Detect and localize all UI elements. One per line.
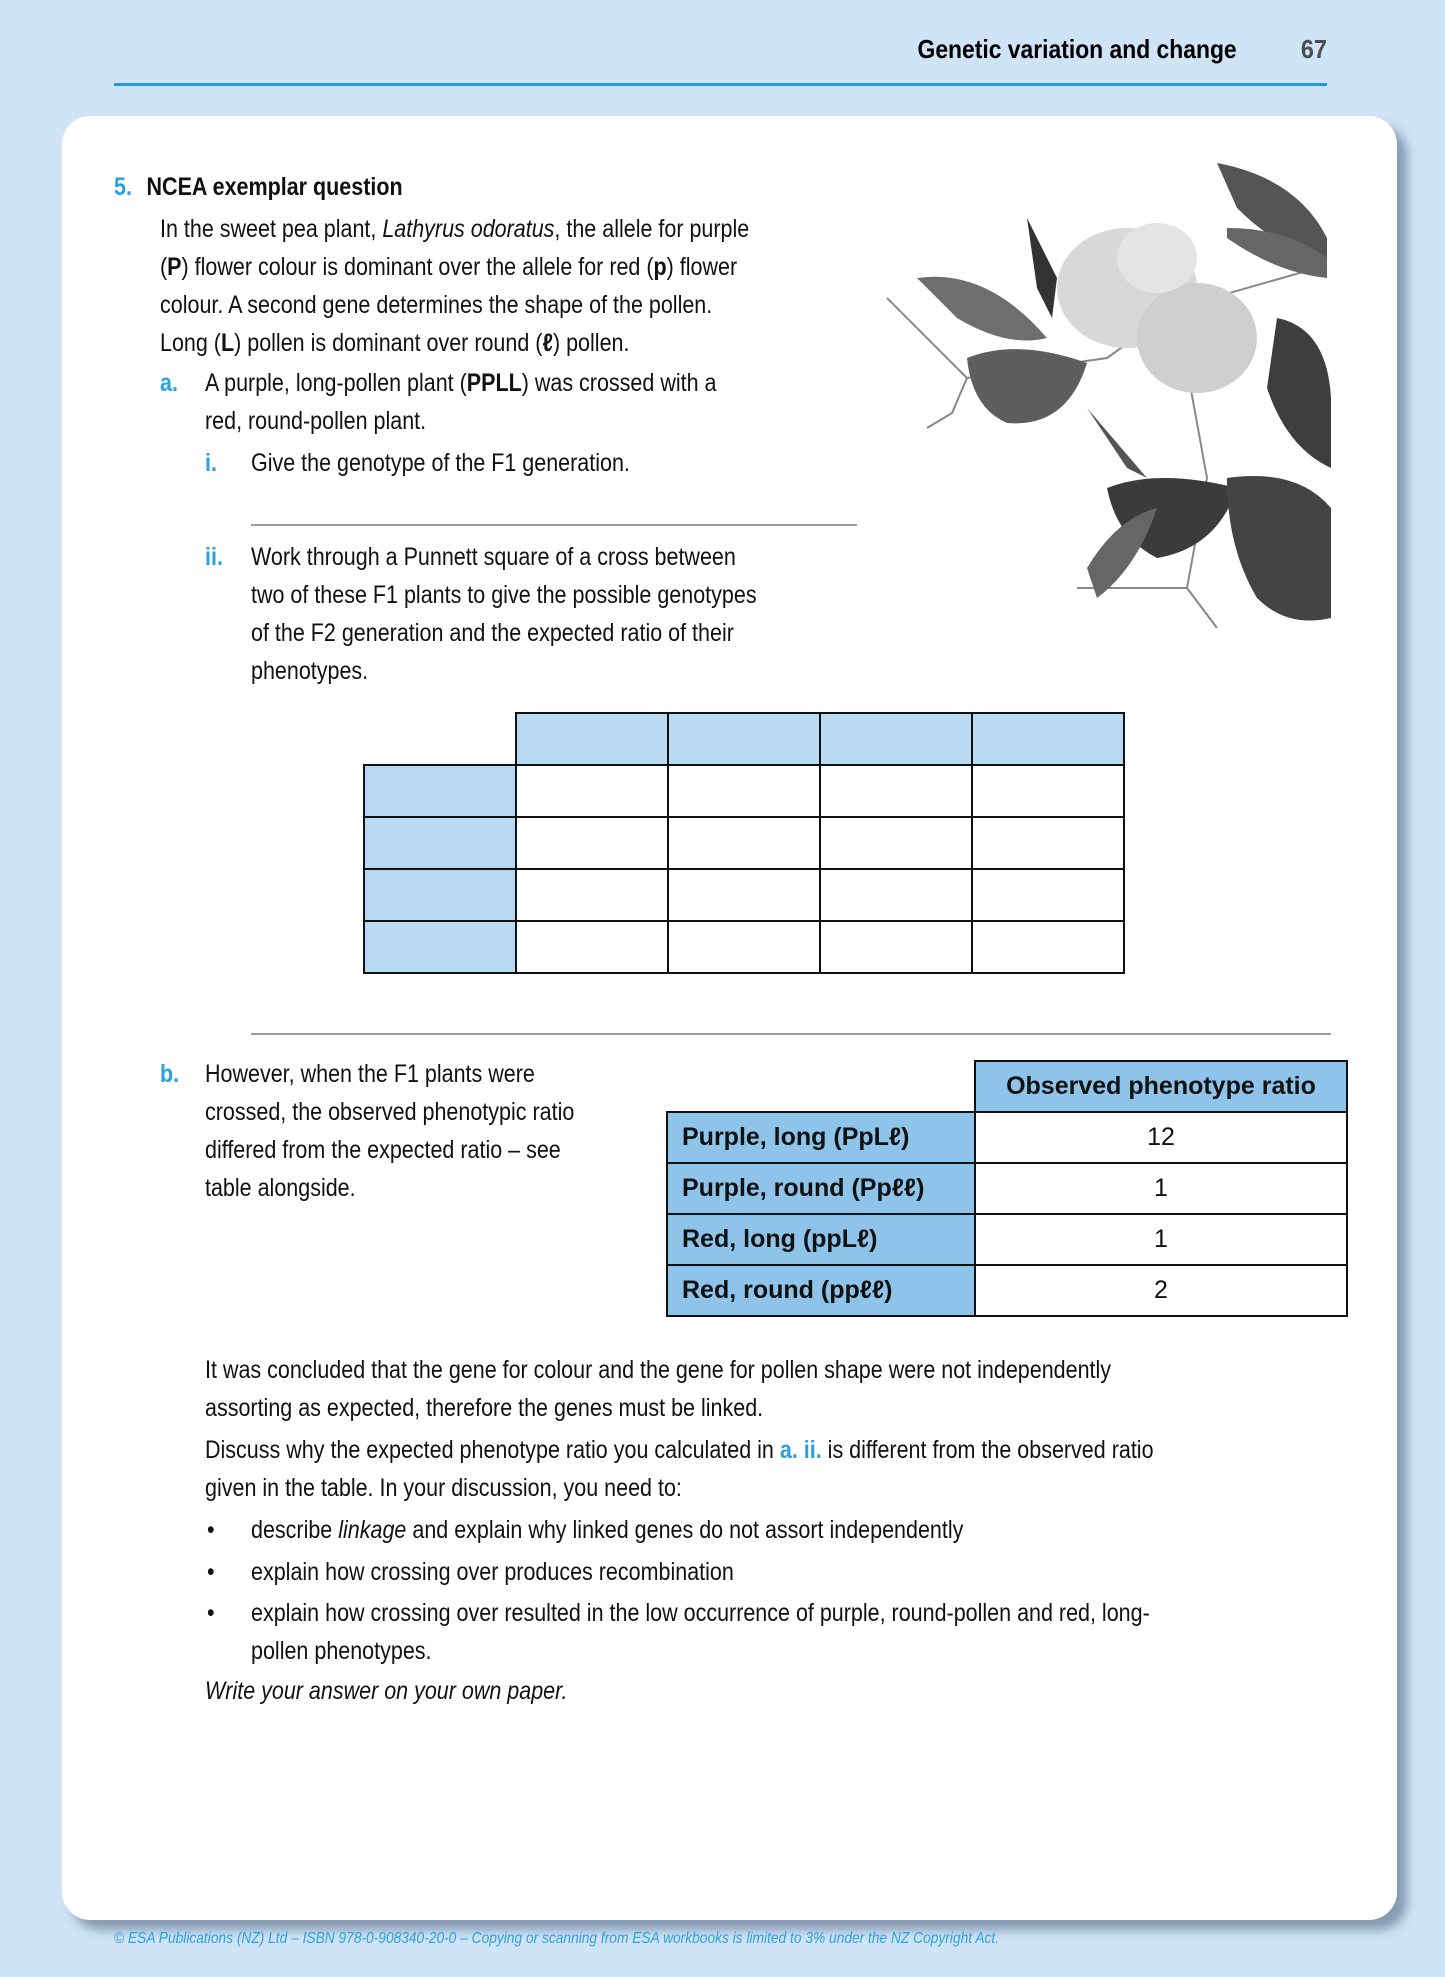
text: A purple, long-pollen plant (	[205, 369, 467, 397]
sub-ii-line: Work through a Punnett square of a cross between	[251, 543, 736, 571]
part-b-line: However, when the F1 plants were	[205, 1060, 535, 1088]
header-rule	[114, 83, 1327, 86]
text: ) pollen.	[552, 329, 630, 357]
text: In the sweet pea plant,	[160, 215, 383, 243]
column-header: Observed phenotype ratio	[975, 1061, 1347, 1112]
sub-i-text: Give the genotype of the F1 generation.	[251, 449, 630, 477]
intro-line-3: colour. A second gene determines the shape of the pollen.	[160, 291, 713, 319]
bullet-icon: •	[207, 1599, 215, 1627]
observed-ratio-table	[666, 1060, 1348, 1317]
instruction: Write your answer on your own paper.	[205, 1677, 568, 1705]
sub-i-label: i.	[205, 449, 217, 477]
punnett-cell[interactable]	[516, 869, 668, 921]
punnett-cell[interactable]	[668, 921, 820, 973]
punnett-cell[interactable]	[516, 817, 668, 869]
term: linkage	[338, 1516, 407, 1544]
table-row	[667, 1265, 1347, 1316]
table-header-row	[667, 1061, 1347, 1112]
punnett-gamete-header[interactable]	[668, 713, 820, 765]
punnett-gamete-row-header[interactable]	[364, 765, 516, 817]
allele: L	[220, 329, 235, 357]
cross-reference: a. ii.	[779, 1436, 822, 1464]
punnett-gamete-row-header[interactable]	[364, 921, 516, 973]
punnett-row	[364, 869, 1124, 921]
punnett-cell[interactable]	[820, 765, 972, 817]
ratio-value: 2	[975, 1265, 1347, 1316]
punnett-corner	[364, 713, 516, 765]
phenotype-label: Purple, round (Ppℓℓ)	[667, 1163, 975, 1214]
phenotype-label: Purple, long (PpLℓ)	[667, 1112, 975, 1163]
sweet-pea-photo	[857, 148, 1331, 683]
text: ) pollen is dominant over round (	[234, 329, 543, 357]
allele: ℓ	[542, 329, 553, 357]
part-a-line-2: red, round-pollen plant.	[205, 407, 427, 435]
punnett-cell[interactable]	[820, 869, 972, 921]
text: and explain why linked genes do not assort independently	[406, 1516, 964, 1544]
table-row	[667, 1214, 1347, 1265]
ratio-value: 1	[975, 1214, 1347, 1265]
part-b-label: b.	[160, 1060, 180, 1088]
text: ) was crossed with a	[521, 369, 717, 397]
ratio-value: 1	[975, 1163, 1347, 1214]
discuss-line-1	[205, 1431, 1154, 1469]
bullet-icon: •	[207, 1558, 215, 1586]
text: , the allele for purple	[554, 215, 750, 243]
text: is different from the observed ratio	[821, 1436, 1154, 1464]
punnett-cell[interactable]	[972, 921, 1124, 973]
sub-ii-line: two of these F1 plants to give the possible genotypes	[251, 581, 757, 609]
ratio-value: 12	[975, 1112, 1347, 1163]
text: Long (	[160, 329, 221, 357]
sub-ii-label: ii.	[205, 543, 223, 571]
punnett-cell[interactable]	[516, 765, 668, 817]
intro-line-1	[160, 210, 749, 248]
punnett-cell[interactable]	[820, 921, 972, 973]
phenotype-label: Red, long (ppLℓ)	[667, 1214, 975, 1265]
punnett-gamete-header[interactable]	[516, 713, 668, 765]
copyright-footer: © ESA Publications (NZ) Ltd – ISBN 978-0-908340-20-0 – Copying or scanning from ESA workbooks is limited to 3% under the NZ Copyright Act.	[114, 1930, 1000, 1947]
punnett-row	[364, 921, 1124, 973]
punnett-header-row	[364, 713, 1124, 765]
allele: P	[167, 253, 182, 281]
table-row	[667, 1112, 1347, 1163]
punnett-gamete-row-header[interactable]	[364, 869, 516, 921]
chapter-title: Genetic variation and change	[917, 34, 1237, 64]
text: ) flower colour is dominant over the allele for red (	[181, 253, 654, 281]
punnett-row	[364, 765, 1124, 817]
part-a-line-1	[205, 364, 716, 402]
text: describe	[251, 1516, 339, 1544]
page-number: 67	[1300, 34, 1327, 64]
bullet-item	[251, 1511, 963, 1549]
punnett-cell[interactable]	[972, 765, 1124, 817]
punnett-cell[interactable]	[972, 817, 1124, 869]
question-number: 5.	[114, 173, 132, 201]
punnett-cell[interactable]	[668, 817, 820, 869]
punnett-cell[interactable]	[972, 869, 1124, 921]
punnett-row	[364, 817, 1124, 869]
genotype: PPLL	[466, 369, 522, 397]
answer-line[interactable]	[251, 1033, 1331, 1035]
sub-ii-line: phenotypes.	[251, 657, 369, 685]
conclusion-line: It was concluded that the gene for colour and the gene for pollen shape were not independently	[205, 1356, 1112, 1384]
allele: p	[653, 253, 667, 281]
punnett-cell[interactable]	[668, 765, 820, 817]
text: Discuss why the expected phenotype ratio you calculated in	[205, 1436, 780, 1464]
part-b-line: differed from the expected ratio – see	[205, 1136, 561, 1164]
punnett-cell[interactable]	[668, 869, 820, 921]
punnett-cell[interactable]	[820, 817, 972, 869]
bullet-icon: •	[207, 1516, 215, 1544]
intro-line-4	[160, 324, 629, 362]
sub-ii-line: of the F2 generation and the expected ratio of their	[251, 619, 734, 647]
bullet-item-continued: pollen phenotypes.	[251, 1637, 432, 1665]
species-name: Lathyrus odoratus	[382, 215, 555, 243]
question-title: NCEA exemplar question	[146, 173, 403, 201]
part-b-line: table alongside.	[205, 1174, 356, 1202]
punnett-square	[363, 712, 1125, 974]
text: (	[160, 253, 168, 281]
table-corner	[667, 1061, 975, 1112]
conclusion-line: assorting as expected, therefore the genes must be linked.	[205, 1394, 764, 1422]
part-b-line: crossed, the observed phenotypic ratio	[205, 1098, 575, 1126]
bullet-item: explain how crossing over produces recombination	[251, 1558, 734, 1586]
punnett-gamete-row-header[interactable]	[364, 817, 516, 869]
answer-line[interactable]	[251, 524, 861, 526]
discuss-line-2: given in the table. In your discussion, you need to:	[205, 1474, 682, 1502]
table-row	[667, 1163, 1347, 1214]
question-heading	[114, 168, 403, 206]
punnett-gamete-header[interactable]	[820, 713, 972, 765]
part-a-label: a.	[160, 369, 178, 397]
phenotype-label: Red, round (ppℓℓ)	[667, 1265, 975, 1316]
punnett-cell[interactable]	[516, 921, 668, 973]
punnett-gamete-header[interactable]	[972, 713, 1124, 765]
intro-line-2	[160, 248, 737, 286]
text: ) flower	[666, 253, 738, 281]
bullet-item: explain how crossing over resulted in the low occurrence of purple, round-pollen and red, long-	[251, 1599, 1150, 1627]
